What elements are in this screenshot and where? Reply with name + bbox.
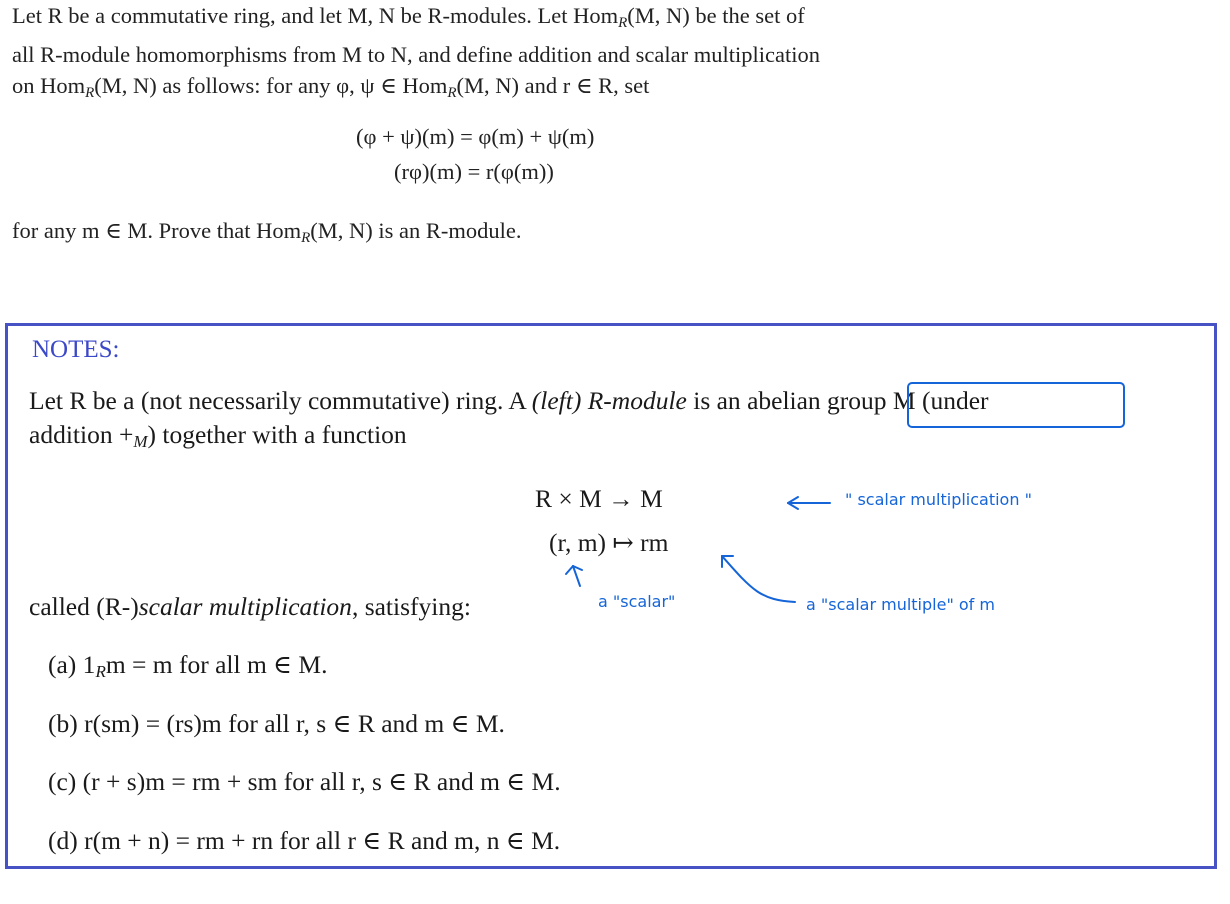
handwritten-scalar-multiplication: " scalar multiplication " xyxy=(845,490,1032,509)
problem-line-2: all R-module homomorphisms from M to N, and define addition and scalar multiplication xyxy=(12,42,820,67)
handwritten-scalar-multiple: a "scalar multiple" of m xyxy=(806,595,995,614)
equation-addition: (φ + ψ)(m) = φ(m) + ψ(m) xyxy=(356,124,595,149)
notes-definition-line-1: Let R be a (not necessarily commutative) ring. A (left) R-module is an abelian group M (under xyxy=(29,386,989,415)
axiom-c: (c) (r + s)m = rm + sm for all r, s ∈ R and m ∈ M. xyxy=(48,767,561,796)
notes-title: NOTES: xyxy=(32,336,120,363)
axiom-d: (d) r(m + n) = rm + rn for all r ∈ R and m, n ∈ M. xyxy=(48,826,561,855)
problem-statement xyxy=(12,0,1022,109)
problem-line-3: on Hom$_R$(M, N) as follows: for any φ, ψ ∈ Hom$_R$(M, N) and r ∈ R, set xyxy=(12,73,650,101)
handwritten-a-scalar: a "scalar" xyxy=(598,592,676,611)
axiom-a: (a) $1_Rm = m$ for all m ∈ M. xyxy=(48,650,328,681)
map-rule: (r, m) ↦ rm xyxy=(549,528,669,557)
equation-scalar: (rφ)(m) = r(φ(m)) xyxy=(394,159,554,184)
notes-definition-line-2: addition $+_M$) together with a function xyxy=(29,420,407,451)
axiom-b: (b) r(sm) = (rs)m for all r, s ∈ R and m ∈ M. xyxy=(48,709,505,738)
problem-line-1: Let R be a commutative ring, and let M, N be R-modules. Let Hom$_R$(M, N) be the set of xyxy=(12,3,805,31)
map-signature: R × M → M xyxy=(535,484,663,513)
problem-closing: for any m ∈ M. Prove that Hom$_R$(M, N) is an R-module. xyxy=(12,218,522,246)
notes-called-line: called (R-)scalar multiplication, satisfying: xyxy=(29,592,471,621)
abelian-group-highlight xyxy=(907,382,1125,428)
